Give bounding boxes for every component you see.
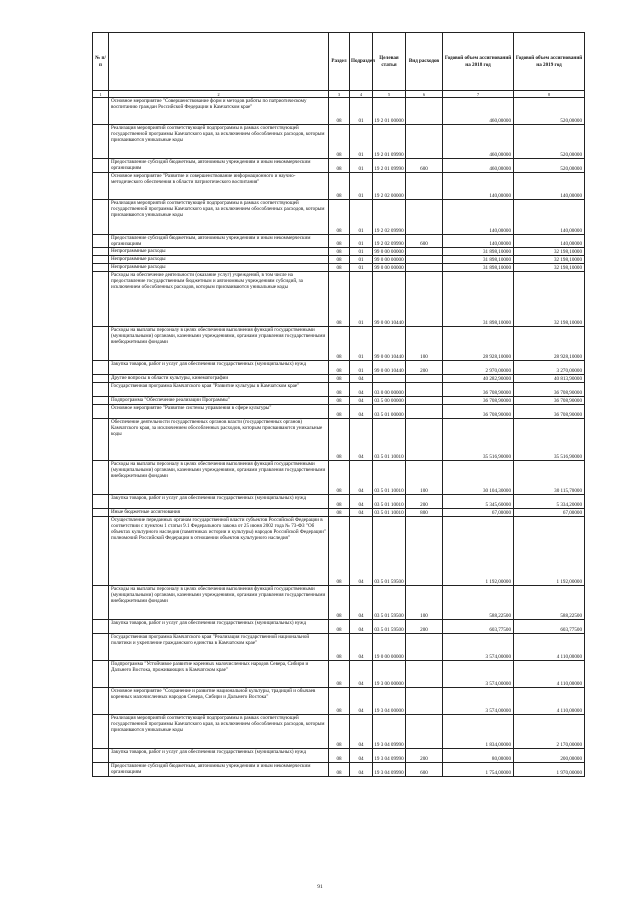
row-podrazdel: 01	[350, 159, 373, 173]
header-podrazdel: Подраздел	[350, 33, 373, 91]
row-target: 99 0 00 10440	[373, 327, 406, 361]
row-name: Предоставление субсидий бюджетным, автономным учреждениям и иным некоммерческим организациям	[109, 235, 329, 248]
row-podrazdel: 04	[350, 661, 373, 688]
row-razdel: 08	[329, 620, 350, 634]
row-vr	[406, 272, 443, 327]
row-name: Непрограммные расходы	[109, 256, 329, 264]
table-row	[93, 327, 585, 361]
header-target: Целевая статья	[373, 33, 406, 91]
row-target: 19 2 01 00000	[373, 98, 406, 125]
num-cell	[93, 715, 109, 749]
row-value-2018: 36 708,90000	[443, 397, 514, 405]
row-value-2018: 2 970,00000	[443, 361, 514, 375]
num-cell	[93, 405, 109, 419]
row-razdel: 08	[329, 361, 350, 375]
table-row	[93, 586, 585, 620]
row-value-2018: 460,00000	[443, 159, 514, 173]
row-name: Основное мероприятие "Сохранение и развитие национальной культуры, традиций и обычаев коренных малочисленных народов Севера, Сибири и Дальнего Востока"	[109, 688, 329, 715]
table-row	[93, 763, 585, 777]
table-row	[93, 749, 585, 763]
row-value-2019: 520,00000	[514, 159, 585, 173]
row-vr: 800	[406, 509, 443, 517]
row-podrazdel: 04	[350, 495, 373, 509]
num-cell	[93, 509, 109, 517]
row-target: 03 5 01 10010	[373, 419, 406, 461]
row-target: 03 5 01 10010	[373, 461, 406, 495]
row-name: Закупка товаров, работ и услуг для обеспечения государственных (муниципальных) нужд	[109, 620, 329, 634]
row-value-2019: 1 970,00000	[514, 763, 585, 777]
row-vr	[406, 173, 443, 200]
row-value-2018: 3 574,00000	[443, 634, 514, 661]
row-podrazdel: 01	[350, 248, 373, 256]
table-row	[93, 688, 585, 715]
row-value-2018: 588,22500	[443, 586, 514, 620]
row-value-2019: 32 198,10000	[514, 248, 585, 256]
row-name: Реализация мероприятий соответствующей подпрограммы в рамках соответствующей государственной программы Камчатского края, за исключением обособленных расходов, которым присваиваются уникальные коды	[109, 125, 329, 159]
row-podrazdel: 01	[350, 125, 373, 159]
row-value-2018: 28 928,10000	[443, 327, 514, 361]
row-name: Государственная программа Камчатского края "Развитие культуры в Камчатском крае"	[109, 383, 329, 397]
row-name: Расходы на выплаты персоналу в целях обеспечения выполнения функций государственными (муниципальными) органами, казенными учреждениями, органами управления государственными внебюджетными фондами	[109, 327, 329, 361]
num-cell	[93, 272, 109, 327]
row-target: 19 2 02 00000	[373, 173, 406, 200]
row-target: 19 3 04 00000	[373, 688, 406, 715]
num-cell	[93, 159, 109, 173]
row-value-2019: 2 170,00000	[514, 715, 585, 749]
row-razdel: 08	[329, 517, 350, 586]
row-podrazdel: 01	[350, 264, 373, 272]
row-razdel: 08	[329, 248, 350, 256]
row-value-2019: 140,00000	[514, 235, 585, 248]
row-value-2019: 588,22500	[514, 586, 585, 620]
row-podrazdel: 04	[350, 419, 373, 461]
num-cell	[93, 98, 109, 125]
row-podrazdel: 04	[350, 405, 373, 419]
index-cell: 7	[443, 91, 514, 98]
row-target: 19 3 00 00000	[373, 661, 406, 688]
row-value-2018: 31 898,10000	[443, 264, 514, 272]
header-num: № п/п	[93, 33, 109, 91]
budget-table-sheet	[92, 32, 584, 777]
row-name: Обеспечение деятельности государственных органов власти (государственных органов) Камчатского края, за исключением обособленных расходов, которым присваиваются уникальные коды	[109, 419, 329, 461]
row-podrazdel: 04	[350, 383, 373, 397]
row-name: Непрограммные расходы	[109, 264, 329, 272]
row-value-2019: 36 708,90000	[514, 405, 585, 419]
row-razdel: 08	[329, 375, 350, 383]
row-podrazdel: 01	[350, 200, 373, 235]
table-row	[93, 419, 585, 461]
num-cell	[93, 173, 109, 200]
row-target: 99 0 00 00000	[374, 265, 404, 271]
row-target: 03 5 00 00000	[374, 398, 404, 404]
row-value-2018: 460,00000	[443, 125, 514, 159]
row-target: 03 5 01 10010	[373, 495, 406, 509]
row-value-2018: 31 898,10000	[443, 272, 514, 327]
num-cell	[93, 361, 109, 375]
page-number: 91	[317, 884, 323, 890]
row-value-2018: 36 708,90000	[443, 405, 514, 419]
row-target: 19 2 01 09990	[373, 159, 406, 173]
row-vr	[406, 517, 443, 586]
index-row	[93, 91, 585, 98]
row-value-2019: 3 270,00000	[514, 361, 585, 375]
row-name: Реализация мероприятий соответствующей подпрограммы в рамках соответствующей государственной программы Камчатского края, за исключением обособленных расходов, которым присваиваются уникальные коды	[109, 200, 329, 235]
num-cell	[93, 200, 109, 235]
row-podrazdel: 04	[350, 749, 373, 763]
row-target: 19 2 02 09990	[373, 200, 406, 235]
row-value-2019: 32 198,10000	[514, 272, 585, 327]
index-cell: 4	[350, 91, 373, 98]
table-row	[93, 397, 585, 405]
num-cell	[93, 495, 109, 509]
row-podrazdel: 04	[350, 586, 373, 620]
num-cell	[93, 375, 109, 383]
table-row	[93, 405, 585, 419]
row-name: Закупка товаров, работ и услуг для обеспечения государственных (муниципальных) нужд	[109, 495, 329, 509]
table-row	[93, 173, 585, 200]
row-vr: 200	[406, 749, 443, 763]
row-vr: 600	[406, 159, 443, 173]
row-name: Подпрограмма "Обеспечение реализации Программы"	[109, 397, 329, 405]
row-value-2018: 40 282,90000	[443, 375, 514, 383]
num-cell	[93, 397, 109, 405]
row-value-2019: 36 708,90000	[514, 397, 585, 405]
row-vr	[406, 397, 443, 405]
row-value-2018: 140,00000	[443, 200, 514, 235]
row-value-2019: 140,00000	[514, 173, 585, 200]
row-target: 99 0 00 10440	[373, 272, 406, 327]
row-vr	[406, 375, 443, 383]
row-name: Основное мероприятие "Развитие системы управления в сфере культуры"	[109, 405, 329, 419]
row-vr	[406, 405, 443, 419]
table-row	[93, 383, 585, 397]
row-name: Предоставление субсидий бюджетным, автономным учреждениям и иным некоммерческим организациям	[109, 159, 329, 173]
row-razdel: 08	[329, 327, 350, 361]
row-razdel: 08	[329, 256, 350, 264]
row-value-2019: 67,00000	[514, 509, 585, 517]
row-podrazdel: 01	[350, 256, 373, 264]
row-name: Другие вопросы в области культуры, кинематографии	[109, 375, 329, 383]
row-target: 19 3 04 09990	[373, 715, 406, 749]
row-vr	[406, 383, 443, 397]
row-vr: 100	[406, 461, 443, 495]
table-row	[93, 509, 585, 517]
row-podrazdel: 04	[350, 715, 373, 749]
row-razdel: 08	[329, 509, 350, 517]
index-cell: 2	[109, 91, 329, 98]
row-value-2019: 4 110,00000	[514, 634, 585, 661]
row-podrazdel: 04	[350, 397, 373, 405]
row-razdel: 08	[329, 235, 350, 248]
num-cell	[93, 461, 109, 495]
row-podrazdel: 04	[350, 688, 373, 715]
row-value-2019: 520,00000	[514, 98, 585, 125]
row-name: Закупка товаров, работ и услуг для обеспечения государственных (муниципальных) нужд	[109, 361, 329, 375]
table-row	[93, 495, 585, 509]
row-vr	[406, 688, 443, 715]
table-body	[93, 98, 585, 777]
header-razdel: Раздел	[329, 33, 350, 91]
table-row	[93, 361, 585, 375]
table-row	[93, 248, 585, 256]
row-name: Государственная программа Камчатского края "Реализация государственной национальной политики и укрепление гражданского единства в Камчатском крае"	[109, 634, 329, 661]
row-vr: 200	[406, 620, 443, 634]
row-razdel: 08	[329, 397, 350, 405]
row-razdel: 08	[329, 634, 350, 661]
row-vr	[406, 715, 443, 749]
table-row	[93, 159, 585, 173]
row-podrazdel: 01	[350, 235, 373, 248]
row-razdel: 08	[329, 405, 350, 419]
num-cell	[93, 383, 109, 397]
row-value-2019: 1 192,00000	[514, 517, 585, 586]
header-2019: Годовой объем ассигнований на 2019 год	[514, 33, 585, 91]
num-cell	[93, 749, 109, 763]
row-target	[373, 375, 406, 383]
row-podrazdel: 01	[350, 272, 373, 327]
num-cell	[93, 620, 109, 634]
row-name: Основное мероприятие "Развитие и совершенствование информационного и научно-методического обеспечения в области патриотического воспитания"	[109, 173, 329, 200]
row-podrazdel: 04	[350, 375, 373, 383]
row-value-2018: 140,00000	[443, 235, 514, 248]
row-vr	[406, 634, 443, 661]
num-cell	[93, 235, 109, 248]
num-cell	[93, 763, 109, 777]
row-name: Непрограммные расходы	[109, 248, 329, 256]
row-value-2018: 80,00000	[443, 749, 514, 763]
row-value-2019: 40 813,90000	[514, 375, 585, 383]
row-podrazdel: 01	[350, 361, 373, 375]
row-razdel: 08	[329, 715, 350, 749]
row-razdel: 08	[329, 200, 350, 235]
budget-table	[92, 32, 585, 777]
row-target: 03 5 01 59500	[373, 620, 406, 634]
row-razdel: 08	[329, 98, 350, 125]
row-target: 03 0 00 00000	[373, 383, 406, 397]
table-row	[93, 461, 585, 495]
index-cell: 8	[514, 91, 585, 98]
row-razdel: 08	[329, 495, 350, 509]
row-name: Закупка товаров, работ и услуг для обеспечения государственных (муниципальных) нужд	[109, 749, 329, 763]
row-target: 03 5 01 00000	[373, 405, 406, 419]
row-value-2018: 3 574,00000	[443, 661, 514, 688]
row-podrazdel: 04	[350, 763, 373, 777]
row-razdel: 08	[329, 688, 350, 715]
row-name: Основное мероприятие "Совершенствование форм и методов работы по патриотическому воспитанию граждан Российской Федерации в Камчатском крае"	[109, 98, 329, 125]
row-podrazdel: 01	[350, 327, 373, 361]
row-name: Расходы на выплаты персоналу в целях обеспечения выполнения функций государственными (муниципальными) органами, казенными учреждениями, органами управления государственными внебюджетными фондами	[109, 586, 329, 620]
table-row	[93, 517, 585, 586]
index-cell: 1	[93, 91, 109, 98]
header-2018: Годовой объем ассигнований на 2018 год	[443, 33, 514, 91]
num-cell	[93, 419, 109, 461]
row-name: Расходы на обеспечение деятельности (оказание услуг) учреждений, в том числе на предоставление государственным бюджетным и автономным учреждениям субсидий, за исключением обособленных расходов, которым присваиваются уникальные коды	[109, 272, 329, 327]
row-razdel: 08	[329, 159, 350, 173]
row-name: Предоставление субсидий бюджетным, автономным учреждениям и иным некоммерческим организациям	[109, 763, 329, 777]
row-razdel: 08	[329, 125, 350, 159]
row-target: 19 0 00 00000	[373, 634, 406, 661]
header-vr: Вид расходов	[406, 33, 443, 91]
row-target: 19 3 04 09990	[373, 749, 406, 763]
row-vr	[406, 125, 443, 159]
row-target: 19 2 01 09990	[373, 125, 406, 159]
row-name: Осуществление переданных органам государственной власти субъектов Российской Федерации в соответствии с пунктом 1 статьи 9.1 Федерального закона от 25 июня 2002 года № 73-ФЗ "Об объектах культурного наследия (памятниках истории и культуры) народов Российской Федерации" полномочий Российской Федерации в отношении объектов культурного наследия"	[109, 517, 329, 586]
row-name: Реализация мероприятий соответствующей подпрограммы в рамках соответствующей государственной программы Камчатского края, за исключением обособленных расходов, которым присваиваются уникальные коды	[109, 715, 329, 749]
row-value-2018: 140,00000	[443, 173, 514, 200]
row-value-2018: 35 516,90000	[443, 419, 514, 461]
table-row	[93, 634, 585, 661]
row-value-2018: 603,77500	[443, 620, 514, 634]
row-value-2019: 603,77500	[514, 620, 585, 634]
row-value-2018: 67,00000	[443, 509, 514, 517]
table-row	[93, 256, 585, 264]
table-row	[93, 620, 585, 634]
row-vr: 100	[406, 586, 443, 620]
index-cell: 6	[406, 91, 443, 98]
row-name: Иные бюджетные ассигнования	[109, 509, 329, 517]
row-podrazdel: 04	[350, 461, 373, 495]
table-row	[93, 264, 585, 272]
row-value-2019: 200,00000	[514, 749, 585, 763]
row-target: 19 3 04 09990	[373, 763, 406, 777]
row-value-2019: 520,00000	[514, 125, 585, 159]
num-cell	[93, 327, 109, 361]
row-target: 03 5 01 10010	[374, 510, 404, 516]
num-cell	[93, 264, 109, 272]
row-razdel: 08	[329, 419, 350, 461]
row-target: 19 2 02 09990	[373, 235, 406, 248]
row-target: 03 5 01 59500	[373, 586, 406, 620]
row-value-2018: 30 104,30000	[443, 461, 514, 495]
row-value-2019: 4 110,00000	[514, 661, 585, 688]
row-razdel: 08	[329, 173, 350, 200]
row-vr: 200	[406, 495, 443, 509]
num-cell	[93, 248, 109, 256]
row-vr: 600	[406, 763, 443, 777]
table-row	[93, 715, 585, 749]
row-vr: 100	[406, 327, 443, 361]
row-target: 99 0 00 00000	[374, 257, 404, 263]
row-razdel: 08	[329, 383, 350, 397]
row-podrazdel: 01	[350, 173, 373, 200]
table-row	[93, 661, 585, 688]
num-cell	[93, 125, 109, 159]
table-row	[93, 272, 585, 327]
row-podrazdel: 04	[350, 509, 373, 517]
row-value-2018: 5 345,60000	[443, 495, 514, 509]
num-cell	[93, 688, 109, 715]
row-razdel: 08	[329, 586, 350, 620]
row-target: 03 5 01 59500	[373, 517, 406, 586]
row-name: Подпрограмма "Устойчивое развитие коренных малочисленных народов Севера, Сибири и Дальнего Востока, проживающих в Камчатском крае"	[109, 661, 329, 688]
num-cell	[93, 634, 109, 661]
row-razdel: 08	[329, 264, 350, 272]
table-row	[93, 200, 585, 235]
row-vr	[406, 248, 443, 256]
row-value-2018: 1 754,00000	[443, 763, 514, 777]
row-value-2019: 36 708,90000	[514, 383, 585, 397]
row-value-2018: 3 574,00000	[443, 688, 514, 715]
row-vr	[406, 661, 443, 688]
table-row	[93, 375, 585, 383]
row-podrazdel: 04	[350, 517, 373, 586]
index-cell: 3	[329, 91, 350, 98]
row-value-2018: 1 834,00000	[443, 715, 514, 749]
row-value-2018: 36 708,90000	[443, 383, 514, 397]
row-vr: 200	[406, 361, 443, 375]
row-value-2019: 4 110,00000	[514, 688, 585, 715]
row-vr	[406, 256, 443, 264]
row-name: Расходы на выплаты персоналу в целях обеспечения выполнения функций государственными (муниципальными) органами, казенными учреждениями, органами управления государственными внебюджетными фондами	[109, 461, 329, 495]
header-name	[109, 33, 329, 91]
table-row	[93, 98, 585, 125]
row-razdel: 08	[329, 272, 350, 327]
row-value-2019: 140,00000	[514, 200, 585, 235]
row-razdel: 08	[329, 661, 350, 688]
row-vr	[406, 419, 443, 461]
num-cell	[93, 661, 109, 688]
row-value-2018: 460,00000	[443, 98, 514, 125]
row-value-2019: 32 198,10000	[514, 264, 585, 272]
row-vr: 600	[406, 235, 443, 248]
row-value-2018: 31 898,10000	[443, 256, 514, 264]
row-vr	[406, 200, 443, 235]
row-value-2019: 30 115,70000	[514, 461, 585, 495]
row-vr	[406, 98, 443, 125]
row-razdel: 08	[329, 749, 350, 763]
row-podrazdel: 04	[350, 620, 373, 634]
row-podrazdel: 01	[350, 98, 373, 125]
row-razdel: 08	[329, 763, 350, 777]
num-cell	[93, 256, 109, 264]
row-value-2018: 31 898,10000	[443, 248, 514, 256]
row-target: 99 0 00 00000	[374, 249, 404, 255]
row-podrazdel: 04	[350, 634, 373, 661]
num-cell	[93, 517, 109, 586]
row-value-2019: 28 928,10000	[514, 327, 585, 361]
table-row	[93, 125, 585, 159]
row-value-2019: 32 198,10000	[514, 256, 585, 264]
num-cell	[93, 586, 109, 620]
table-row	[93, 235, 585, 248]
row-value-2019: 5 334,20000	[514, 495, 585, 509]
row-vr	[406, 264, 443, 272]
row-target: 99 0 00 10440	[373, 361, 406, 375]
row-razdel: 08	[329, 461, 350, 495]
row-value-2019: 35 516,90000	[514, 419, 585, 461]
index-cell: 5	[373, 91, 406, 98]
row-value-2018: 1 192,00000	[443, 517, 514, 586]
header-row	[93, 33, 585, 91]
